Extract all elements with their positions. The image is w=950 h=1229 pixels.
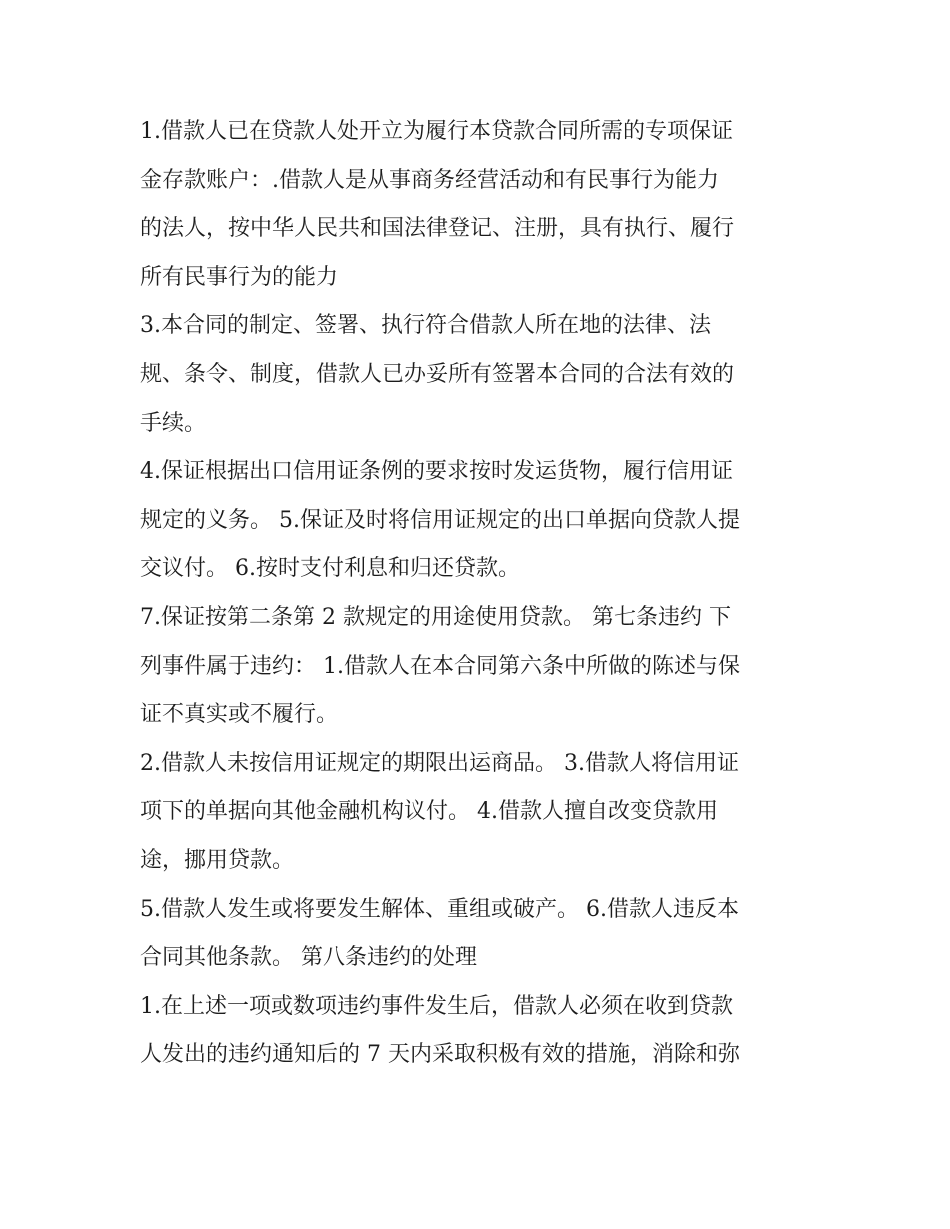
paragraph-7: 1.在上述一项或数项违约事件发生后，借款人必须在收到贷款 人发出的违约通知后的 7 天内采取积极有效的措施，消除和弥 xyxy=(140,993,740,1068)
paragraph-4: 7.保证按第二条第 2 款规定的用途使用贷款。 第七条违约 下 列事件属于违约： 1.借款人在本合同第六条中所做的陈述与保 证不真实或不履行。 xyxy=(140,604,740,728)
paragraph-1: 1.借款人已在贷款人处开立为履行本贷款合同所需的专项保证 金存款账户：.借款人是从事商务经营活动和有民事行为能力 的法人，按中华人民共和国法律登记、注册，具有执行、履行 所有民事行为的能力 xyxy=(140,119,735,290)
paragraph-6: 5.借款人发生或将要发生解体、重组或破产。 6.借款人违反本 合同其他条款。 第八条违约的处理 xyxy=(140,896,739,971)
paragraph-3: 4.保证根据出口信用证条例的要求按时发运货物，履行信用证 规定的义务。 5.保证及时将信用证规定的出口单据向贷款人提 交议付。 6.按时支付利息和归还贷款。 xyxy=(140,459,740,582)
document-body xyxy=(140,108,816,1080)
paragraph-5: 2.借款人未按信用证规定的期限出运商品。 3.借款人将信用证 项下的单据向其他金融机构议付。 4.借款人擅自改变贷款用 途，挪用贷款。 xyxy=(140,750,739,873)
paragraph-2: 3.本合同的制定、签署、执行符合借款人所在地的法律、法 规、条令、制度，借款人已办妥所有签署本合同的合法有效的 手续。 xyxy=(140,313,735,436)
